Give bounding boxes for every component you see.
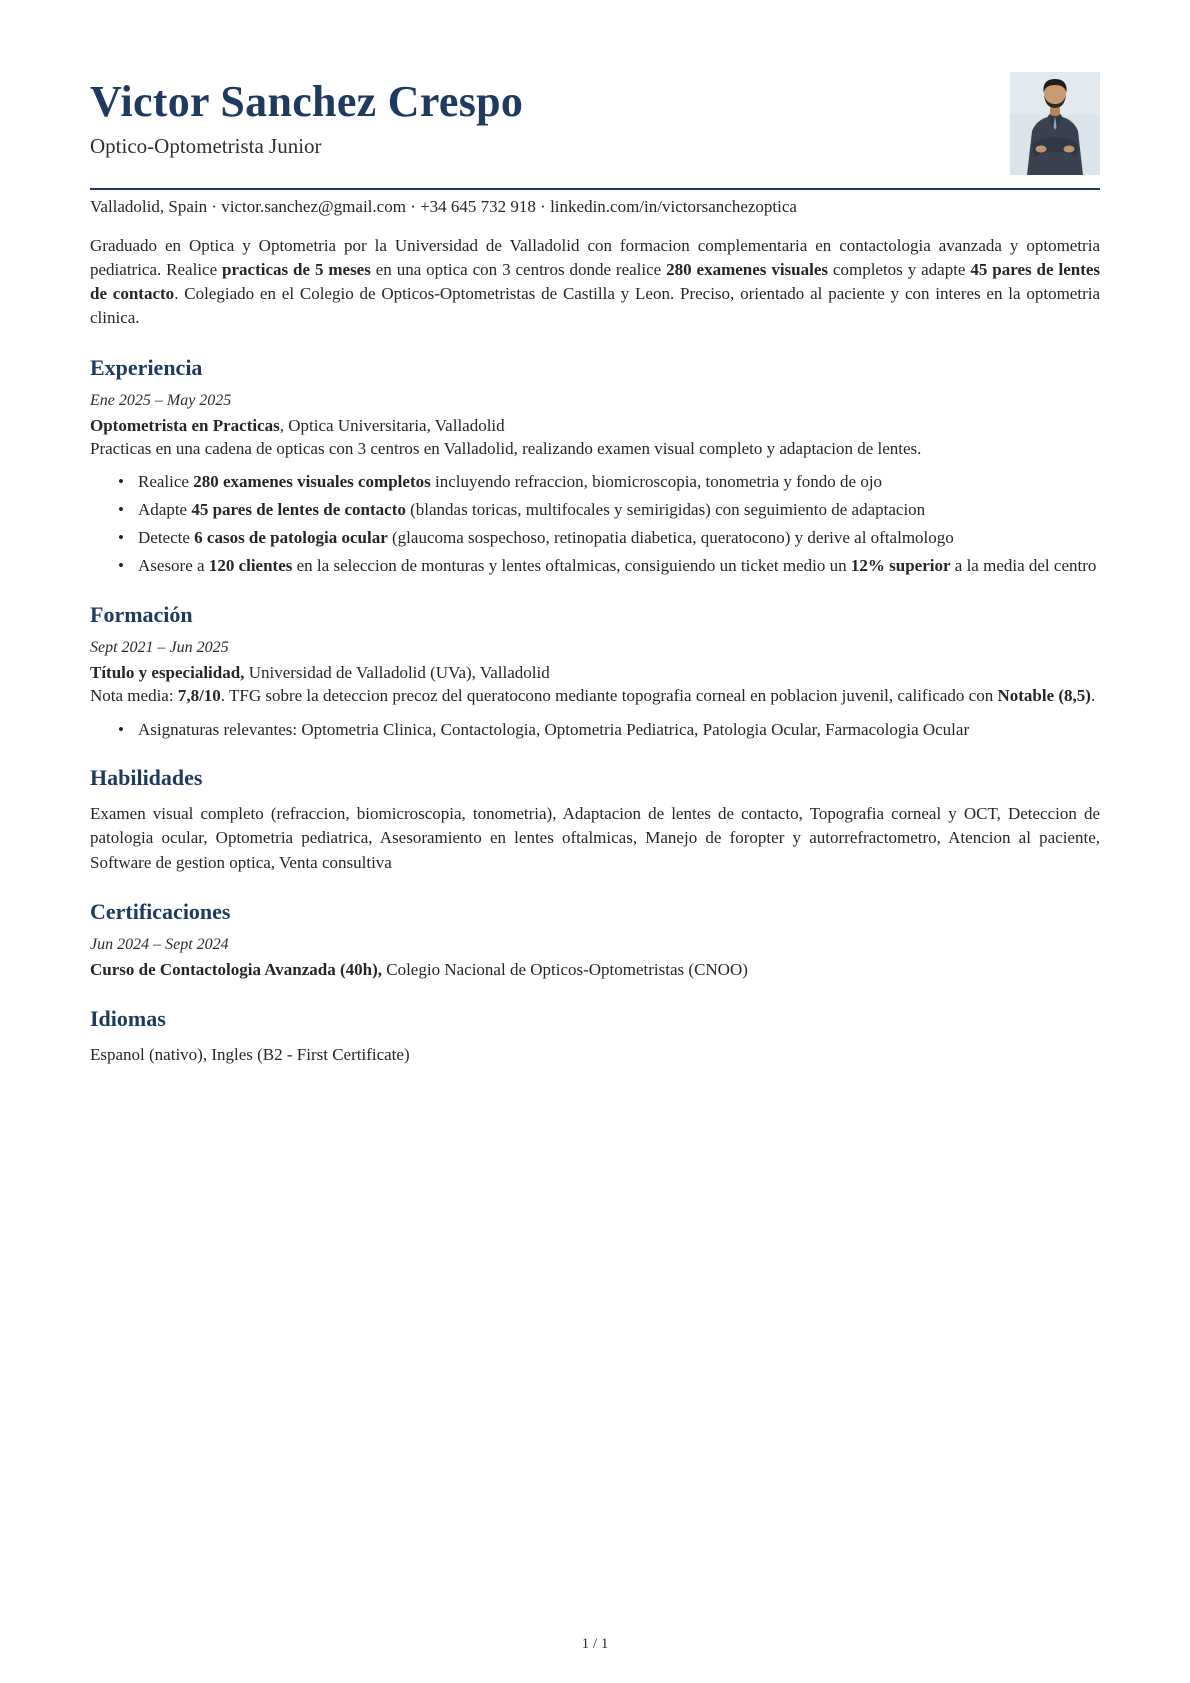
section-education [90, 602, 1100, 742]
section-languages [90, 1006, 1100, 1067]
summary-text: Graduado en Optica y Optometria por la Universidad de Valladolid con formacion complementaria en contactologia avanzada y optometria pediatrica. Realice practicas de 5 meses en una optica con 3 centros donde realice 280 examenes visuales completos y adapte 45 pares de lentes de contacto. Colegiado en el Colegio de Opticos-Optometristas de Castilla y Leon. Preciso, orientado al paciente y con interes en la optometria clinica. [90, 236, 1101, 328]
experience-bullet-list [90, 470, 1100, 577]
experience-bullet: • Detecte 6 casos de patologia ocular (glaucoma sospechoso, retinopatia diabetica, queratocono) y derive al oftalmologo [90, 526, 1100, 550]
experience-role: Optometrista en Practicas, Optica Universitaria, Valladolid [90, 415, 505, 435]
section-header-habilidades: Habilidades [90, 765, 203, 791]
experience-bullet: • Asesore a 120 clientes en la seleccion de monturas y lentes oftalmicas, consiguiendo un ticket medio un 12% superior a la media del centro [90, 554, 1100, 578]
job-title: Optico-Optometrista Junior [90, 134, 322, 159]
education-date: Sept 2021 – Jun 2025 [90, 638, 229, 656]
page-number: 1 / 1 [581, 1636, 609, 1652]
contact-line: Valladolid, Spain · victor.sanchez@gmail.com · +34 645 732 918 · linkedin.com/in/victorsanchezoptica [90, 197, 797, 216]
certification-date: Jun 2024 – Sept 2024 [90, 935, 229, 953]
section-header-certificaciones: Certificaciones [90, 898, 231, 924]
experience-bullet: • Realice 280 examenes visuales completos incluyendo refraccion, biomicroscopia, tonometria y fondo de ojo [90, 470, 1100, 494]
section-skills [90, 765, 1100, 874]
experience-bullet: • Adapte 45 pares de lentes de contacto (blandas toricas, multifocales y semirigidas) con seguimiento de adaptacion [90, 498, 1100, 522]
section-certifications [90, 899, 1100, 982]
section-header-formacion: Formación [90, 601, 193, 627]
section-header-idiomas: Idiomas [90, 1005, 166, 1031]
experience-description: Practicas en una cadena de opticas con 3 centros en Valladolid, realizando examen visual completo y adaptacion de lentes. [90, 439, 922, 459]
education-bullet-list [90, 718, 1100, 742]
person-name: Victor Sanchez Crespo [90, 77, 524, 126]
education-degree: Título y especialidad, Universidad de Valladolid (UVa), Valladolid [90, 662, 550, 682]
header-divider [90, 188, 1100, 190]
header-identity [90, 74, 1010, 159]
education-note: Nota media: 7,8/10. TFG sobre la deteccion precoz del queratocono mediante topografia corneal en poblacion juvenil, calificado con Notable (8,5). [90, 686, 1096, 706]
skills-text: Examen visual completo (refraccion, biomicroscopia, tonometria), Adaptacion de lentes de contacto, Topografia corneal y OCT, Deteccion de patologia ocular, Optometria pediatrica, Asesoramiento en lentes oftalmicas, Manejo de foropter y autorrefractometro, Atencion al paciente, Software de gestion optica, Venta consultiva [90, 804, 1100, 872]
experience-date: Ene 2025 – May 2025 [90, 391, 232, 409]
section-experience [90, 355, 1100, 578]
section-header-experiencia: Experiencia [90, 354, 203, 380]
header [90, 74, 1100, 175]
profile-photo [1010, 72, 1100, 175]
education-bullet: • Asignaturas relevantes: Optometria Clinica, Contactologia, Optometria Pediatrica, Patologia Ocular, Farmacologia Ocular [90, 718, 1100, 742]
certification-entry: Curso de Contactologia Avanzada (40h), Colegio Nacional de Opticos-Optometristas (CNOO) [90, 959, 748, 979]
languages-text: Espanol (nativo), Ingles (B2 - First Certificate) [90, 1044, 410, 1064]
